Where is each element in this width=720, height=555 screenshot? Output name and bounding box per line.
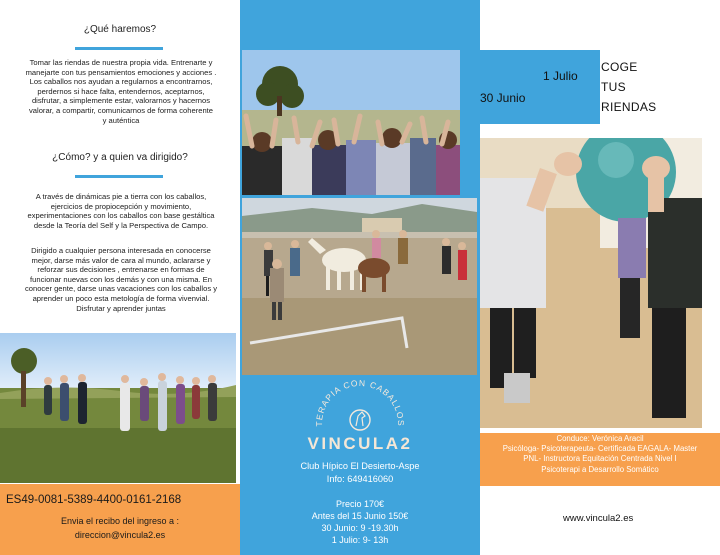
text-line: conocer gente, darse unas vacaciones con los caballos y <box>24 284 218 294</box>
info-phone[interactable]: Info: 649416060 <box>326 474 394 484</box>
brand-name: VINCULA2 <box>307 434 413 453</box>
text-line: manejarte con tus pensamientos emociones y acciones . <box>25 67 217 77</box>
paragraph-dirigido <box>14 246 228 313</box>
website-link[interactable]: www.vincula2.es <box>563 513 634 524</box>
text-line: y auténtica <box>102 115 140 125</box>
send-receipt-text: Envia el recibo del ingreso a : <box>60 516 180 526</box>
credit-line: Conduce: Verónica Aracil <box>556 434 644 443</box>
text-line: Dirigido a cualquier persona interesada en conocerse <box>31 246 211 255</box>
heading-que-haremos: ¿Qué haremos? <box>83 24 157 35</box>
text-line: aprender un poco esta metología de forma vivenvial. <box>32 293 210 303</box>
text-line: mejor, darse más valor de cara al mundo, aclararse y <box>31 255 211 265</box>
text-line: ejercicios de propiocepción y movimiento, <box>50 201 192 211</box>
photo-group-field <box>0 333 236 483</box>
price: Precio 170€ <box>335 499 385 509</box>
text-line: desde la Teoría del Self y la Perspectiva de Campo. <box>33 220 209 230</box>
credit-line: Psicóloga- Psicoterapeuta- Certificada EAGALA- Master <box>502 444 698 454</box>
text-line: disfrutar, a simplemente estar, valorarnos y hacernos <box>31 96 211 106</box>
text-line: Tomar las riendas de nuestra propia vida. Entrenarte y <box>29 58 213 67</box>
text-line: perdernos si hace falta, entendernos, aceptarnos, <box>37 86 205 96</box>
text-line: experimentaciones con los caballos con base gestáltica <box>27 211 215 221</box>
credit-line: Psicoterapi a Desarrollo Somático <box>541 464 659 474</box>
photo-hands-raised <box>242 50 460 195</box>
paragraph-que-haremos <box>14 58 228 125</box>
schedule-june-30: 30 Junio: 9 -19.30h <box>321 523 399 533</box>
contact-email[interactable]: direccion@vincula2.es <box>74 530 166 540</box>
text-line: Disfrutar y aprender juntas <box>76 303 166 313</box>
date-june-30: 30 Junio <box>480 91 526 105</box>
iban-number: ES49-0081-5389-4400-0161-2168 <box>6 494 182 506</box>
slogan-line-1: COGE <box>601 60 638 74</box>
text-line: Los caballos nos ayudan a regularnos a encontrarnos, <box>29 77 213 87</box>
credits-text <box>480 434 720 475</box>
horse-head-logo-icon <box>350 410 370 430</box>
text-line: A través de dinámicas pie a tierra con los caballos, <box>35 192 207 201</box>
photo-horses-corral <box>242 198 477 375</box>
date-july-1: 1 Julio <box>543 69 578 83</box>
heading-underline <box>75 47 163 50</box>
credit-line: PNL- Instructora Equitación Centrada Nivel I <box>523 454 677 464</box>
heading-como: ¿Cómo? y a quien va dirigido? <box>52 152 188 163</box>
photo-exercise-ball <box>480 138 702 428</box>
paragraph-como <box>14 192 228 230</box>
slogan-line-3: RIENDAS <box>601 100 657 114</box>
text-line: reforzar sus decisiones , entrenarse en formas de <box>37 265 205 275</box>
svg-text:TERAPIA CON CABALLOS <box>314 378 406 427</box>
early-price: Antes del 15 Junio 150€ <box>311 511 409 521</box>
heading-underline <box>75 175 163 178</box>
text-line: valorar, a compartir, comunicarnos de forma coherente <box>28 105 214 115</box>
text-line: funcionar nuevas con los demás y con una misma. En <box>30 274 212 284</box>
slogan-line-2: TUS <box>601 80 626 94</box>
schedule-july-1: 1 Julio: 9- 13h <box>331 535 389 545</box>
brand-logo <box>296 372 424 434</box>
club-name: Club Hípico El Desierto-Aspe <box>300 461 420 471</box>
dates-box <box>473 50 600 124</box>
logo-arc-text: TERAPIA CON CABALLOS <box>313 377 407 427</box>
